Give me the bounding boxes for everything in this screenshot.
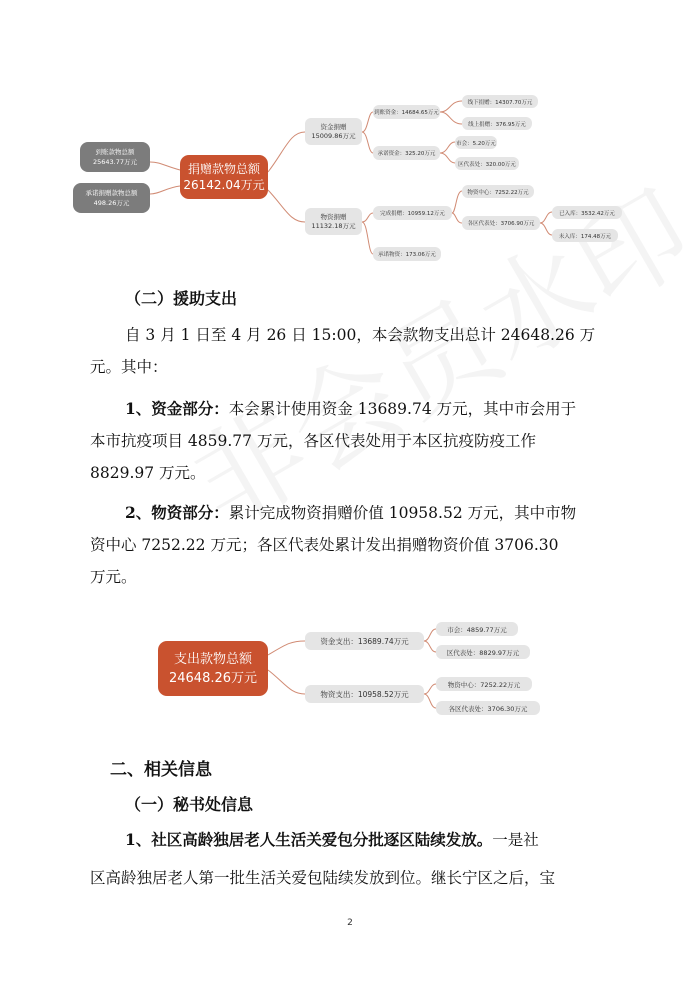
funds-donation-node — [305, 118, 362, 145]
expenditure-total-node — [158, 641, 268, 696]
goods-stored-node: 已入库：3532.42万元 — [552, 206, 622, 219]
info-item-1-line-1 — [125, 825, 539, 855]
donation-total-node — [180, 155, 268, 199]
donation-total-value: 26142.04万元 — [183, 178, 265, 192]
aid-paragraph-2-line-2: 本市抗疫项目 4859.77 万元，各区代表处用于本区抗疫防疫工作 — [90, 432, 536, 450]
expenditure-total-label: 支出款物总额 — [173, 651, 252, 667]
expenditure-total-value: 24648.26万元 — [168, 670, 258, 686]
goods-part-text: 累计完成物资捐赠价值 10958.52 万元，其中市物 — [228, 504, 577, 522]
received-total-label: 到账款物总额 — [95, 148, 135, 156]
funds-online-node: 线上捐赠：376.95万元 — [462, 117, 532, 130]
funds-part-label: 1、资金部分： — [125, 399, 229, 418]
pledged-total-value: 498.26万元 — [93, 199, 130, 207]
goods-pledged-node: 承诺物资：173.06万元 — [373, 247, 441, 261]
aid-paragraph-1-line-1: 自 3 月 1 日至 4 月 26 日 15:00，本会款物支出总计 24648.26 万 — [125, 326, 596, 344]
aid-paragraph-3-line-3: 万元。 — [90, 568, 137, 586]
district-out-node: 区代表处：8829.97万元 — [436, 645, 530, 659]
goods-out-node: 物资支出：10958.52万元 — [305, 685, 424, 703]
aid-paragraph-2-line-1 — [125, 394, 576, 424]
donation-total-label: 捐赠款物总额 — [187, 162, 260, 176]
received-total-node — [80, 142, 150, 172]
goods-district-node: 各区代表处：3706.90万元 — [462, 216, 540, 230]
funds-pledged-node: 承诺资金：325.20万元 — [373, 146, 440, 160]
goods-unstored-node: 未入库：174.48万元 — [552, 229, 618, 242]
funds-donation-value: 15009.86万元 — [311, 131, 356, 140]
funds-part-text: 本会累计使用资金 13689.74 万元，其中市会用于 — [228, 400, 577, 418]
funds-offline-node: 线下捐赠：14307.70万元 — [462, 95, 538, 108]
info-item-1-title: 1、社区高龄独居老人生活关爱包分批逐区陆续发放。 — [125, 830, 493, 849]
goods-part-label: 2、物资部分： — [125, 503, 229, 522]
goods-donation-node — [305, 208, 362, 235]
city-out-node: 市会：4859.77万元 — [436, 622, 518, 636]
funds-out-node: 资金支出：13689.74万元 — [305, 632, 424, 650]
funds-district-node: 区代表处：320.00万元 — [455, 157, 519, 170]
secretariat-info-heading: （一）秘书处信息 — [125, 795, 254, 814]
aid-section-heading: （二）援助支出 — [125, 289, 238, 308]
goods-done-node: 完成捐赠：10959.12万元 — [373, 206, 452, 220]
pledged-total-label: 承诺捐赠款物总额 — [85, 189, 138, 197]
pledged-total-node — [73, 183, 150, 213]
aid-paragraph-2-line-3: 8829.97 万元。 — [90, 464, 206, 482]
funds-city-node: 市会：5.20万元 — [455, 136, 497, 149]
funds-donation-label: 资金捐赠 — [320, 122, 347, 131]
goods-center-out-node: 物资中心：7252.22万元 — [436, 677, 532, 691]
goods-center-node: 物资中心：7252.22万元 — [462, 185, 534, 198]
aid-paragraph-1-line-2: 元。其中： — [90, 358, 168, 376]
aid-paragraph-3-line-1 — [125, 498, 576, 528]
info-item-1-text: 一是社 — [492, 831, 539, 849]
goods-donation-label: 物资捐赠 — [320, 212, 347, 221]
page-number: 2 — [347, 918, 353, 928]
goods-district-out-node: 各区代表处：3706.30万元 — [436, 701, 540, 715]
info-item-1-line-2: 区高龄独居老人第一批生活关爱包陆续发放到位。继长宁区之后，宝 — [90, 869, 556, 887]
received-total-value: 25643.77万元 — [92, 158, 137, 166]
funds-received-node: 到账资金：14684.65万元 — [373, 105, 440, 119]
related-info-heading: 二、相关信息 — [110, 760, 212, 780]
goods-donation-value: 11132.18万元 — [311, 221, 356, 230]
aid-paragraph-3-line-2: 资中心 7252.22 万元；各区代表处累计发出捐赠物资价值 3706.30 — [90, 536, 559, 554]
